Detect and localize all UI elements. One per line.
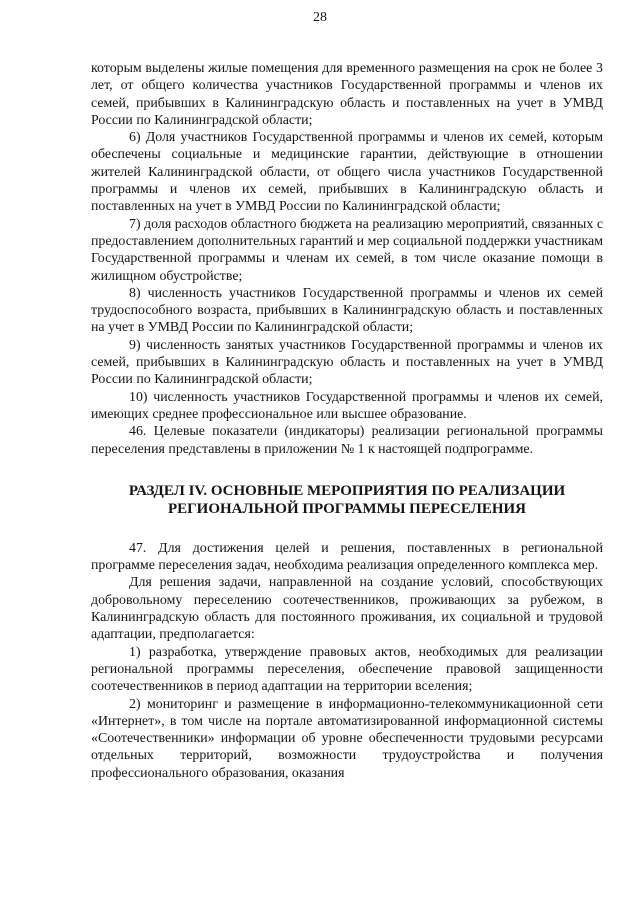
paragraph: 6) Доля участников Государственной программы и членов их семей, которым обеспечены социальные и медицинские гарантии, действующие в отношении жителей Калининградской области, от общего числа участников Государственной программы и членов их семей, прибывших в Калининградскую область и поставленных на учет в УМВД России по Калининградской области; — [91, 130, 603, 215]
document-body — [91, 60, 603, 782]
paragraph: 1) разработка, утверждение правовых актов, необходимых для реализации региональной программы переселения, обеспечение правовой защищенности соотечественников в период адаптации на территории вселения; — [91, 644, 603, 695]
paragraph: 2) мониторинг и размещение в информационно-телекоммуникационной сети «Интернет», в том числе на портале автоматизированной информационной системы «Соотечественники» информации об уровне обеспеченности трудовыми ресурсами отдельных территорий, возможности трудоустройства и получения профессионального образования, оказания — [91, 696, 603, 781]
paragraph: 7) доля расходов областного бюджета на реализацию мероприятий, связанных с предоставлением дополнительных гарантий и мер социальной поддержки участникам Государственной программы и членам их семей, в том числе оказание помощи в жилищном обустройстве; — [91, 216, 603, 284]
paragraph: которым выделены жилые помещения для временного размещения на срок не более 3 лет, от общего количества участников Государственной программы и членов их семей, прибывших в Калининградскую область и поставленных на учет в УМВД России по Калининградской области; — [91, 61, 603, 128]
page-number: 28 — [313, 10, 327, 25]
paragraph: 9) численность занятых участников Государственной программы и членов их семей, прибывших в Калининградскую область и поставленных на учет в УМВД России по Калининградской области; — [91, 337, 603, 388]
paragraph: 46. Целевые показатели (индикаторы) реализации региональной программы переселения представлены в приложении № 1 к настоящей подпрограмме. — [91, 424, 603, 457]
section-heading: РАЗДЕЛ IV. ОСНОВНЫЕ МЕРОПРИЯТИЯ ПО РЕАЛИЗАЦИИ РЕГИОНАЛЬНОЙ ПРОГРАММЫ ПЕРЕСЕЛЕНИЯ — [128, 482, 566, 517]
paragraph: 10) численность участников Государственной программы и членов их семей, имеющих среднее профессиональное или высшее образование. — [91, 389, 603, 422]
paragraph: Для решения задачи, направленной на создание условий, способствующих добровольному переселению соотечественников, проживающих за рубежом, в Калининградскую область для постоянного проживания, их социальной и трудовой адаптации, предполагается: — [91, 575, 603, 643]
paragraph: 8) численность участников Государственной программы и членов их семей трудоспособного возраста, прибывших в Калининградскую область и поставленных на учет в УМВД России по Калининградской области; — [91, 285, 603, 336]
paragraph: 47. Для достижения целей и решения, поставленных в региональной программе переселения задач, необходима реализация определенного комплекса мер. — [91, 540, 603, 574]
